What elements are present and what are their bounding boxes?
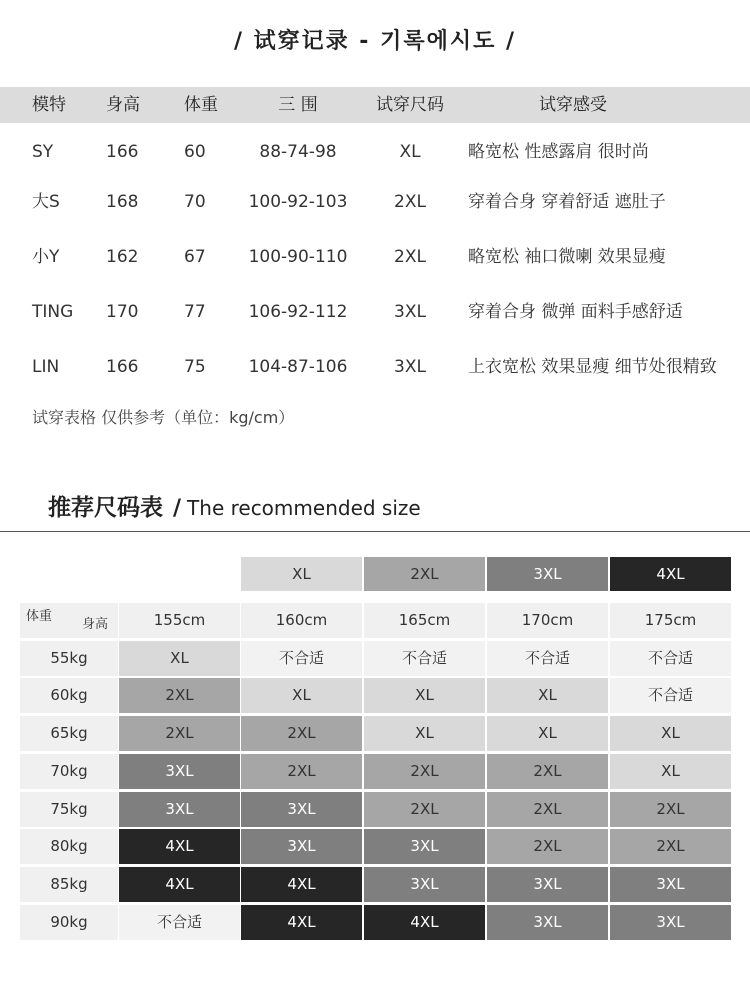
- height-header-cell: 165cm: [364, 603, 485, 638]
- weight-label-cell: 80kg: [20, 829, 118, 864]
- size-cell: XL: [487, 716, 608, 751]
- size-cell: XL: [364, 716, 485, 751]
- size-cell: 2XL: [364, 754, 485, 789]
- fit-cell-model: SY: [32, 142, 54, 162]
- fit-cell-measurements: 104-87-106: [248, 357, 348, 377]
- size-cell: 3XL: [610, 867, 731, 902]
- fit-cell-weight: 70: [184, 192, 206, 212]
- fit-cell-feel: 穿着合身 微弹 面料手感舒适: [468, 302, 683, 322]
- height-header-cell: 155cm: [119, 603, 240, 638]
- height-header-cell: 170cm: [487, 603, 608, 638]
- fit-table-note: 试穿表格 仅供参考（单位：kg/cm）: [32, 408, 295, 427]
- fit-cell-height: 166: [106, 357, 139, 377]
- fit-cell-weight: 67: [184, 247, 206, 267]
- recommend-title-zh: 推荐尺码表: [48, 495, 163, 521]
- fit-cell-height: 170: [106, 302, 139, 322]
- header-measurements: 三 围: [278, 95, 318, 115]
- fit-cell-size: 3XL: [394, 357, 426, 377]
- size-cell: 2XL: [487, 792, 608, 827]
- size-cell: 3XL: [487, 905, 608, 940]
- header-height: 身高: [106, 95, 140, 115]
- fit-cell-size: 2XL: [394, 192, 426, 212]
- recommend-title-en: The recommended size: [187, 496, 421, 520]
- fit-cell-model: TING: [32, 302, 74, 322]
- fit-row: [0, 352, 750, 382]
- size-cell: 3XL: [241, 792, 362, 827]
- weight-label-cell: 60kg: [20, 678, 118, 713]
- fit-row: [0, 242, 750, 272]
- size-cell: 不合适: [119, 905, 240, 940]
- size-cell: 不合适: [241, 641, 362, 676]
- fit-cell-weight: 75: [184, 357, 206, 377]
- size-cell: 3XL: [364, 829, 485, 864]
- legend-swatch: 4XL: [610, 557, 731, 591]
- size-cell: XL: [487, 678, 608, 713]
- size-cell: 3XL: [119, 754, 240, 789]
- legend-swatch: XL: [241, 557, 362, 591]
- corner-cell: [20, 603, 118, 638]
- fit-cell-height: 166: [106, 142, 139, 162]
- recommend-title: [48, 490, 421, 526]
- size-cell: 4XL: [241, 905, 362, 940]
- size-cell: 4XL: [119, 867, 240, 902]
- height-header-cell: 160cm: [241, 603, 362, 638]
- header-model: 模特: [32, 95, 66, 115]
- fit-cell-weight: 60: [184, 142, 206, 162]
- size-cell: 3XL: [241, 829, 362, 864]
- fit-row: [0, 297, 750, 327]
- weight-label-cell: 90kg: [20, 905, 118, 940]
- fit-cell-model: 大S: [32, 192, 60, 212]
- fit-cell-feel: 穿着合身 穿着舒适 遮肚子: [468, 192, 666, 212]
- header-weight: 体重: [184, 95, 218, 115]
- weight-label-cell: 70kg: [20, 754, 118, 789]
- page-title: / 试穿记录 - 기록에시도 /: [233, 29, 517, 54]
- fit-cell-size: 3XL: [394, 302, 426, 322]
- size-cell: 2XL: [487, 754, 608, 789]
- size-cell: XL: [610, 754, 731, 789]
- size-cell: 2XL: [610, 829, 731, 864]
- fit-cell-feel: 略宽松 袖口微喇 效果显瘦: [468, 247, 666, 267]
- size-cell: 3XL: [610, 905, 731, 940]
- fit-cell-feel: 略宽松 性感露肩 很时尚: [468, 142, 649, 162]
- section-divider: [0, 531, 750, 532]
- size-cell: XL: [610, 716, 731, 751]
- size-cell: XL: [119, 641, 240, 676]
- size-cell: 2XL: [364, 792, 485, 827]
- size-cell: 3XL: [487, 867, 608, 902]
- fit-cell-measurements: 100-92-103: [248, 192, 348, 212]
- size-cell: XL: [241, 678, 362, 713]
- fit-cell-feel: 上衣宽松 效果显瘦 细节处很精致: [468, 357, 717, 377]
- fit-cell-height: 168: [106, 192, 139, 212]
- header-fit-size: 试穿尺码: [376, 95, 444, 115]
- size-cell: 3XL: [119, 792, 240, 827]
- corner-height-label: 身高: [81, 617, 108, 632]
- fit-cell-size: XL: [399, 142, 421, 162]
- size-cell: 3XL: [364, 867, 485, 902]
- fit-cell-weight: 77: [184, 302, 206, 322]
- title-divider: /: [173, 496, 182, 521]
- size-cell: 2XL: [610, 792, 731, 827]
- legend-swatch: 3XL: [487, 557, 608, 591]
- weight-label-cell: 85kg: [20, 867, 118, 902]
- fit-cell-measurements: 88-74-98: [259, 142, 337, 162]
- fit-cell-measurements: 106-92-112: [248, 302, 348, 322]
- fit-cell-size: 2XL: [394, 247, 426, 267]
- fit-cell-model: 小Y: [32, 247, 60, 267]
- fit-row: [0, 187, 750, 217]
- size-cell: 2XL: [119, 678, 240, 713]
- size-cell: 2XL: [119, 716, 240, 751]
- size-cell: 不合适: [487, 641, 608, 676]
- fit-table-header: [0, 87, 750, 123]
- fit-row: [0, 137, 750, 167]
- size-cell: 4XL: [241, 867, 362, 902]
- size-cell: 4XL: [119, 829, 240, 864]
- size-cell: 2XL: [241, 716, 362, 751]
- fit-cell-height: 162: [106, 247, 139, 267]
- size-cell: 2XL: [241, 754, 362, 789]
- corner-weight-label: 体重: [26, 609, 53, 624]
- size-cell: XL: [364, 678, 485, 713]
- size-cell: 不合适: [610, 678, 731, 713]
- fit-cell-measurements: 100-90-110: [248, 247, 348, 267]
- fit-cell-model: LIN: [32, 357, 60, 377]
- weight-label-cell: 55kg: [20, 641, 118, 676]
- height-header-cell: 175cm: [610, 603, 731, 638]
- size-cell: 不合适: [364, 641, 485, 676]
- weight-label-cell: 75kg: [20, 792, 118, 827]
- header-fit-feel: 试穿感受: [539, 95, 607, 115]
- legend-swatch: 2XL: [364, 557, 485, 591]
- size-cell: 4XL: [364, 905, 485, 940]
- size-cell: 2XL: [487, 829, 608, 864]
- weight-label-cell: 65kg: [20, 716, 118, 751]
- size-cell: 不合适: [610, 641, 731, 676]
